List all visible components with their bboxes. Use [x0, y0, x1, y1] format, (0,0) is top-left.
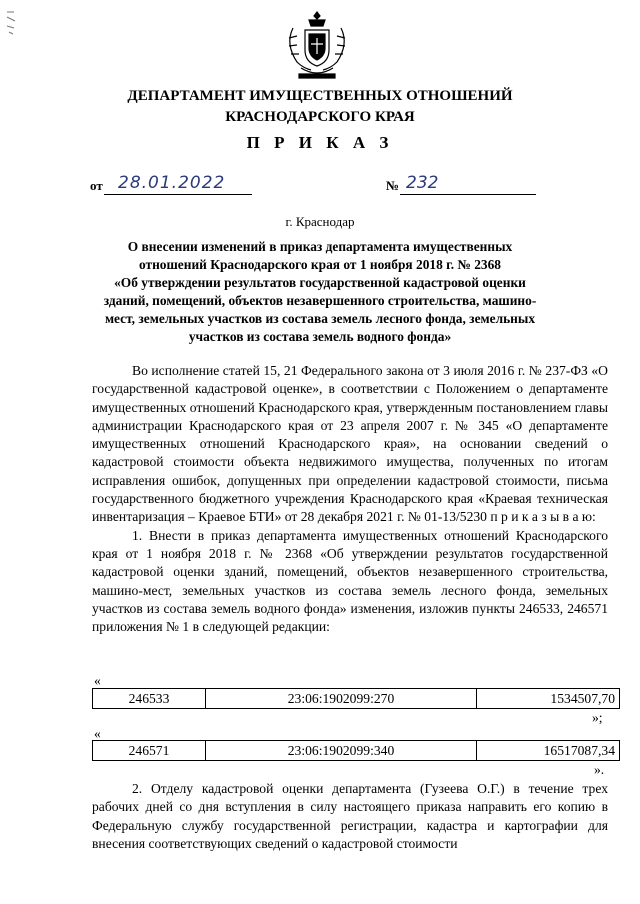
- department-line-2: КРАСНОДАРСКОГО КРАЯ: [225, 109, 415, 125]
- open-quote-1: «: [94, 673, 101, 688]
- preamble-paragraph: Во исполнение статей 15, 21 Федерального закона от 3 июля 2016 г. № 237-ФЗ «О государственной кадастровой оценке», в соответствии с Положением о департаменте имущественных отношений Краснодарского края, утвержденным постановлением главы администрации Краснодарского края от 23 апреля 2007 г. № 345 «О департаменте имущественных отношений Краснодарского края», на основании сведений о кадастровой стоимости объекта недвижимого имущества, полученных по итогам исправления ошибок, допущенных при определении кадастровой стоимости, письма государственного бюджетного учреждения Краснодарского края «Краевая техническая инвентаризация – Краевое БТИ» от 28 декабря 2021 г. № 01-13/5230 п р и к а з ы в а ю:: [92, 363, 608, 525]
- table-row: [93, 741, 620, 761]
- table-cell-number: 246533: [93, 689, 206, 709]
- close-quote-2: ».: [594, 762, 605, 777]
- corner-stamp-mark: [4, 8, 18, 36]
- subject-line: зданий, помещений, объектов незавершенного строительства, машино-: [103, 293, 537, 308]
- item-2-block: [92, 780, 608, 853]
- city: г. Краснодар: [285, 214, 355, 229]
- table-cell-cadastral: 23:06:1902099:270: [206, 689, 477, 709]
- preamble-block: [92, 362, 608, 636]
- subject-line: отношений Краснодарского края от 1 ноября 2018 г. № 2368: [138, 257, 501, 272]
- table-row: [93, 689, 620, 709]
- value-table-2: [92, 740, 620, 761]
- department-name: [80, 86, 560, 128]
- handwritten-number: 232: [406, 173, 439, 193]
- table-cell-number: 246571: [93, 741, 206, 761]
- number-underline: [400, 194, 536, 195]
- coat-of-arms-icon: [283, 8, 351, 84]
- department-line-1: ДЕПАРТАМЕНТ ИМУЩЕСТВЕННЫХ ОТНОШЕНИЙ: [127, 88, 513, 104]
- date-underline: [104, 194, 252, 195]
- order-title: П Р И К А З: [246, 133, 394, 152]
- number-prefix: №: [386, 178, 400, 193]
- handwritten-date: 28.01.2022: [118, 173, 226, 193]
- date-prefix: от: [90, 178, 103, 193]
- item-1-paragraph: 1. Внести в приказ департамента имущественных отношений Краснодарского края от 1 ноября 2018 г. № 2368 «Об утверждении результатов государственной кадастровой оценки зданий, помещений, объектов незавершенного строительства, машино-мест, земельных участков из состава земель лесного фонда, земельных участков из состава земель водного фонда» изменения, изложив пункты 246533, 246571 приложения № 1 в следующей редакции:: [92, 527, 608, 635]
- subject-line: мест, земельных участков из состава земель лесного фонда, земельных: [104, 311, 536, 326]
- close-quote-1: »;: [592, 710, 603, 725]
- table-cell-value: 16517087,34: [477, 741, 620, 761]
- table-cell-cadastral: 23:06:1902099:340: [206, 741, 477, 761]
- item-2-paragraph: 2. Отделу кадастровой оценки департамента (Гузеева О.Г.) в течение трех рабочих дней со дня вступления в силу настоящего приказа направить его копию в Федеральную службу государственной регистрации, кадастра и картографии для внесения соответствующих сведений о кадастровой стоимости: [92, 781, 608, 851]
- table-cell-value: 1534507,70: [477, 689, 620, 709]
- subject-line: «Об утверждении результатов государственной кадастровой оценки: [114, 275, 526, 290]
- subject-line: О внесении изменений в приказ департамента имущественных: [127, 239, 513, 254]
- order-subject: [90, 238, 550, 346]
- subject-line: участков из состава земель водного фонда»: [188, 329, 452, 344]
- date-number-row: [90, 175, 550, 197]
- open-quote-2: «: [94, 726, 101, 741]
- value-table-1: [92, 688, 620, 709]
